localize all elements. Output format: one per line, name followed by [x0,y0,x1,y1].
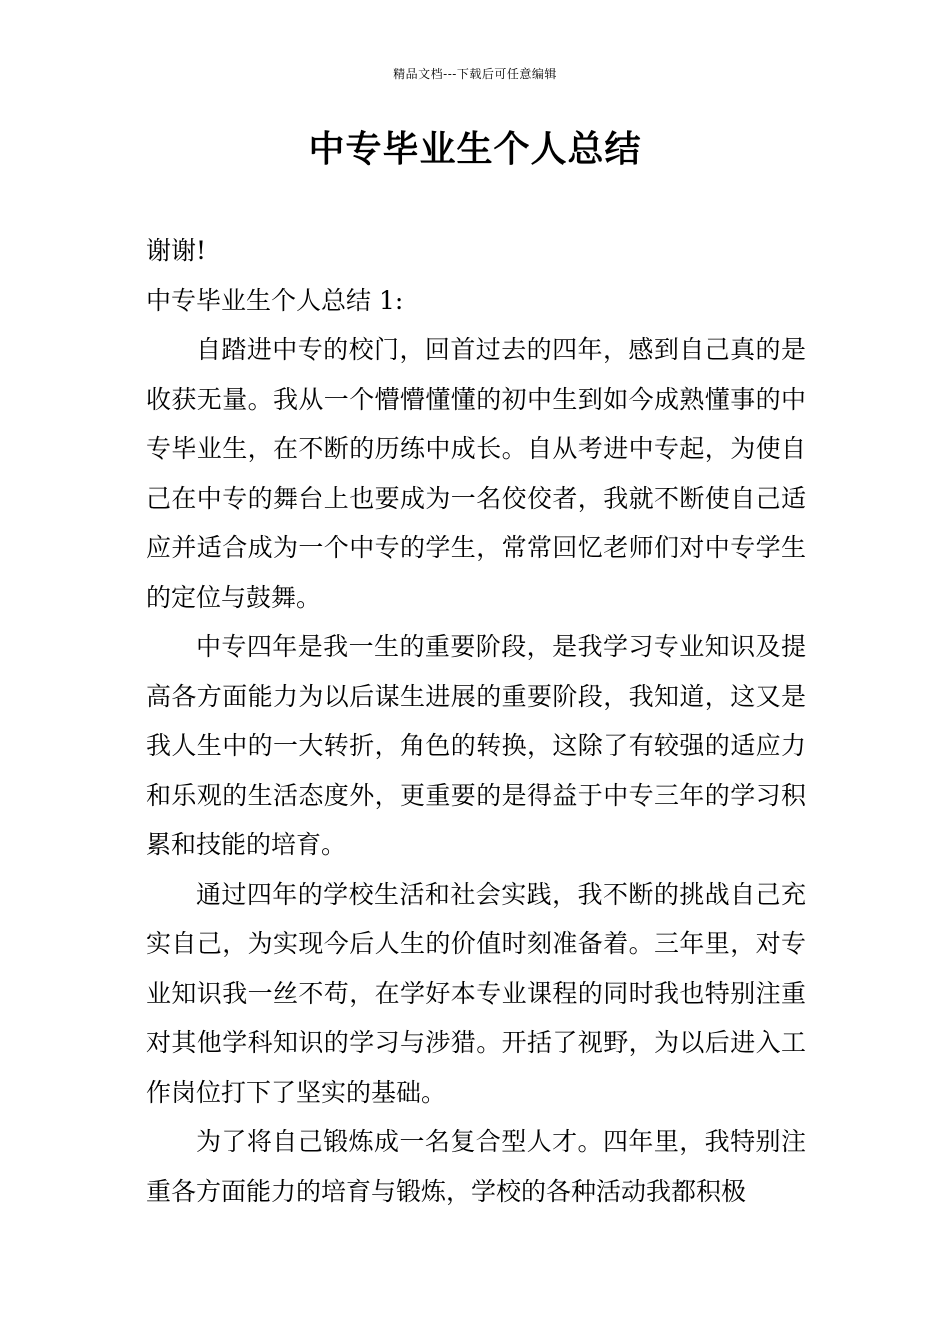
paragraph: 自踏进中专的校门，回首过去的四年，感到自己真的是收获无量。我从一个懵懵懂懂的初中生到如今成熟懂事的中专毕业生，在不断的历练中成长。自从考进中专起，为使自己在中专的舞台上也要成为一名佼佼者，我就不断使自己适应并适合成为一个中专的学生，常常回忆老师们对中专学生的定位与鼓舞。 [146,335,806,612]
paragraph: 通过四年的学校生活和社会实践，我不断的挑战自己充实自己，为实现今后人生的价值时刻准备着。三年里，对专业知识我一丝不苟，在学好本专业课程的同时我也特别注重对其他学科知识的学习与涉猎。开括了视野，为以后进入工作岗位打下了坚实的基础。 [146,879,806,1107]
document-title: 中专毕业生个人总结 [308,129,642,170]
paragraph: 为了将自己锻炼成一名复合型人才。四年里，我特别注重各方面能力的培育与锻炼，学校的各种活动我都积极 [146,1127,806,1206]
document-body [146,226,806,1216]
paragraph: 中专四年是我一生的重要阶段，是我学习专业知识及提高各方面能力为以后谋生进展的重要阶段，我知道，这又是我人生中的一大转折，角色的转换，这除了有较强的适应力和乐观的生活态度外，更重要的是得益于中专三年的学习积累和技能的培育。 [146,632,806,859]
paragraph-thanks: 谢谢! [146,236,207,265]
header-note: 精品文档---下载后可任意编辑 [393,67,557,81]
paragraph-subtitle: 中专毕业生个人总结 1: [146,285,404,315]
